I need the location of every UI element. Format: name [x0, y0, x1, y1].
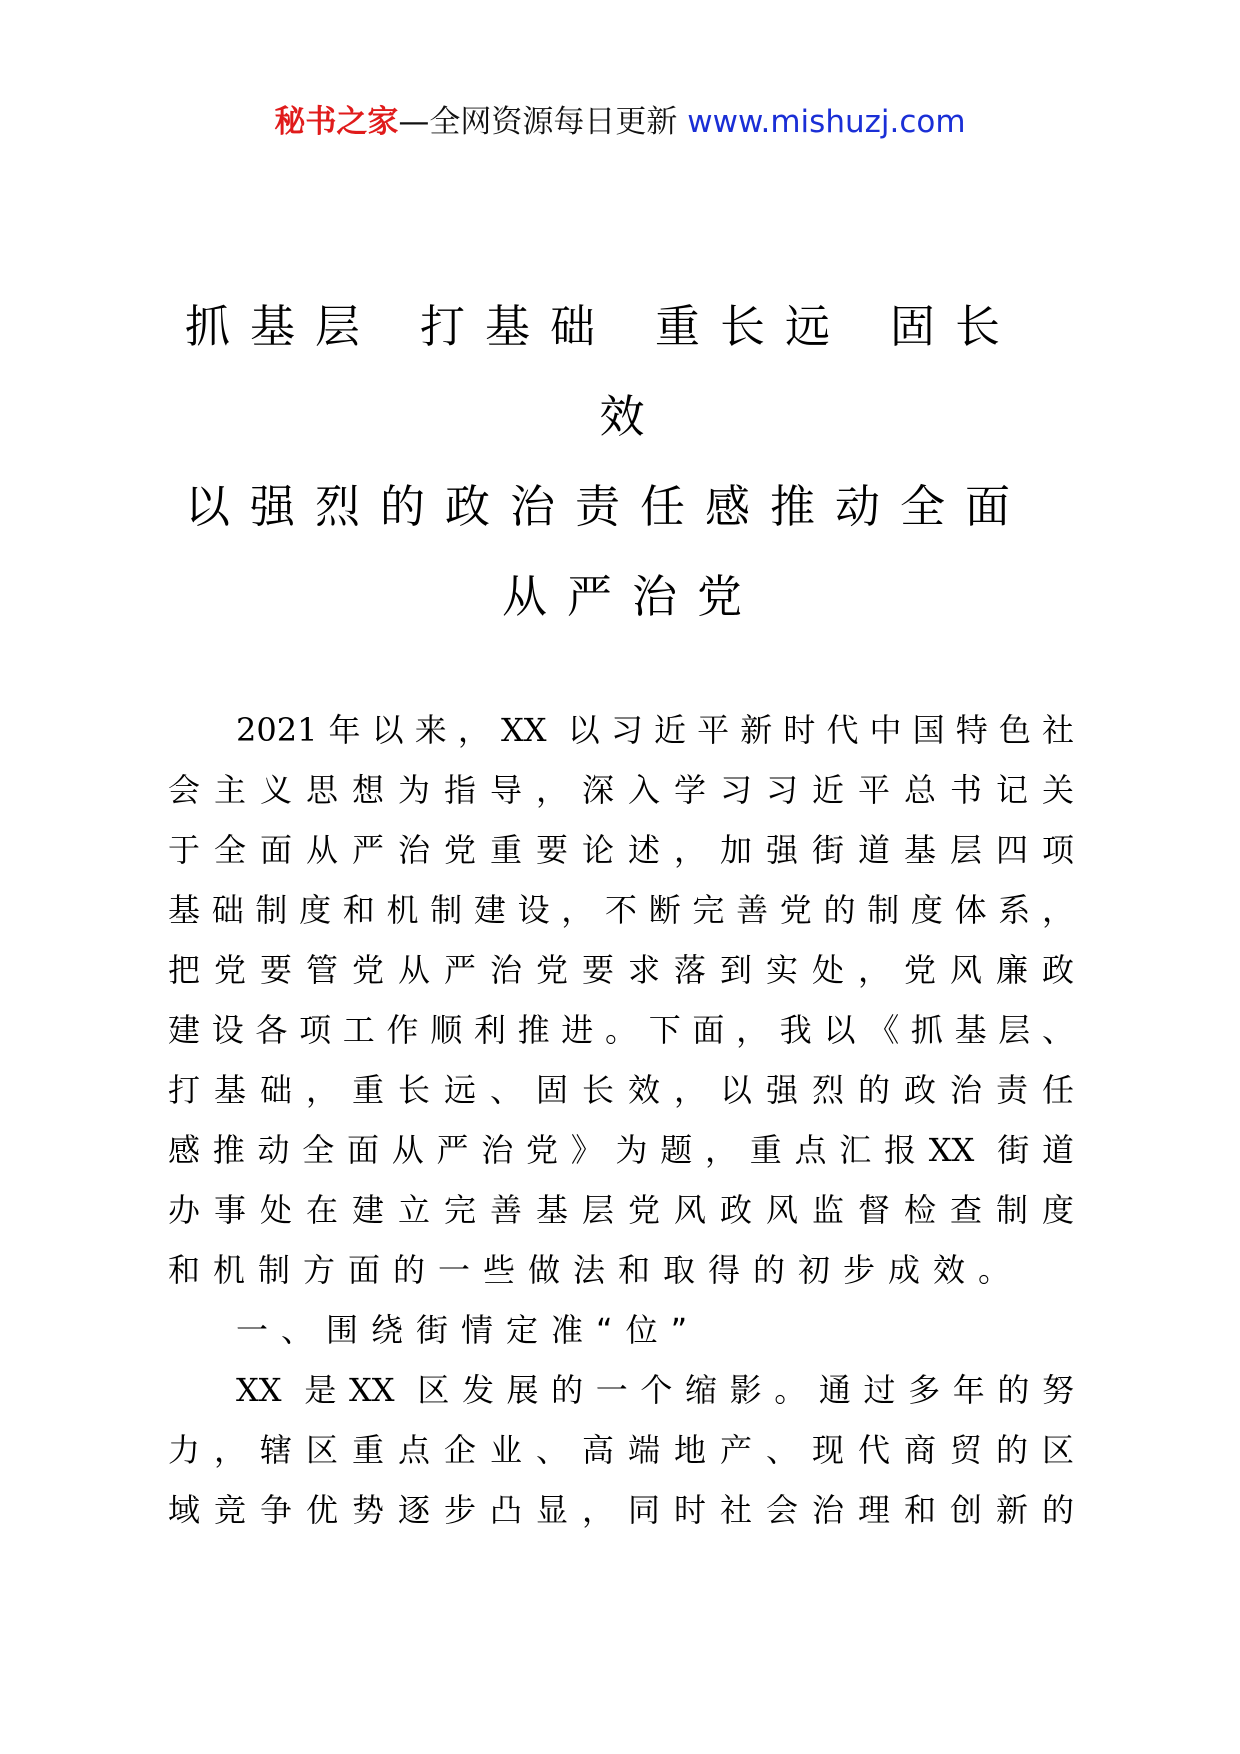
title-line-4: 从严治党 [501, 570, 762, 623]
header-tagline: —全网资源每日更新 [398, 104, 678, 140]
section-heading: 一、围绕街情定准“位” [236, 1311, 701, 1349]
paragraph-2-line: 力，辖区重点企业、高端地产、现代商贸的区 [168, 1431, 1074, 1469]
site-header [0, 100, 1240, 144]
title-line-3: 以强烈的政治责任感推动全面 [185, 480, 1031, 533]
paragraph-1-line: 感推动全面从严治党》为题，重点汇报XX 街道 [168, 1131, 1074, 1169]
paragraph-1-line: 办事处在建立完善基层党风政风监督检查制度 [168, 1191, 1074, 1229]
title-part: 打基础 [420, 300, 616, 353]
title-part: 抓基层 [185, 300, 381, 353]
paragraph-1-line: 和机制方面的一些做法和取得的初步成效。 [168, 1251, 1024, 1289]
title-part: 重长远 [655, 300, 851, 353]
title-line-2: 效 [599, 390, 665, 443]
paragraph-1-line: 建设各项工作顺利推进。下面，我以《抓基层、 [168, 1011, 1074, 1049]
paragraph-1-line: 打基础，重长远、固长效，以强烈的政治责任 [168, 1071, 1074, 1109]
paragraph-1-line: 基础制度和机制建设，不断完善党的制度体系， [168, 891, 1074, 929]
paragraph-1-line: 于全面从严治党重要论述，加强街道基层四项 [168, 831, 1074, 869]
title-line-1 [185, 282, 1055, 372]
paragraph-2-line: XX 是XX 区发展的一个缩影。通过多年的努 [236, 1371, 1074, 1409]
paragraph-2-line: 域竞争优势逐步凸显，同时社会治理和创新的 [168, 1491, 1074, 1529]
paragraph-1-line: 把党要管党从严治党要求落到实处，党风廉政 [168, 951, 1074, 989]
brand-name: 秘书之家 [274, 104, 399, 140]
site-url[interactable]: www.mishuzj.com [687, 104, 966, 140]
paragraph-1-line: 会主义思想为指导，深入学习习近平总书记关 [168, 771, 1074, 809]
title-part: 固长 [890, 300, 1021, 353]
paragraph-1-line: 2021年以来，XX 以习近平新时代中国特色社 [236, 711, 1074, 749]
